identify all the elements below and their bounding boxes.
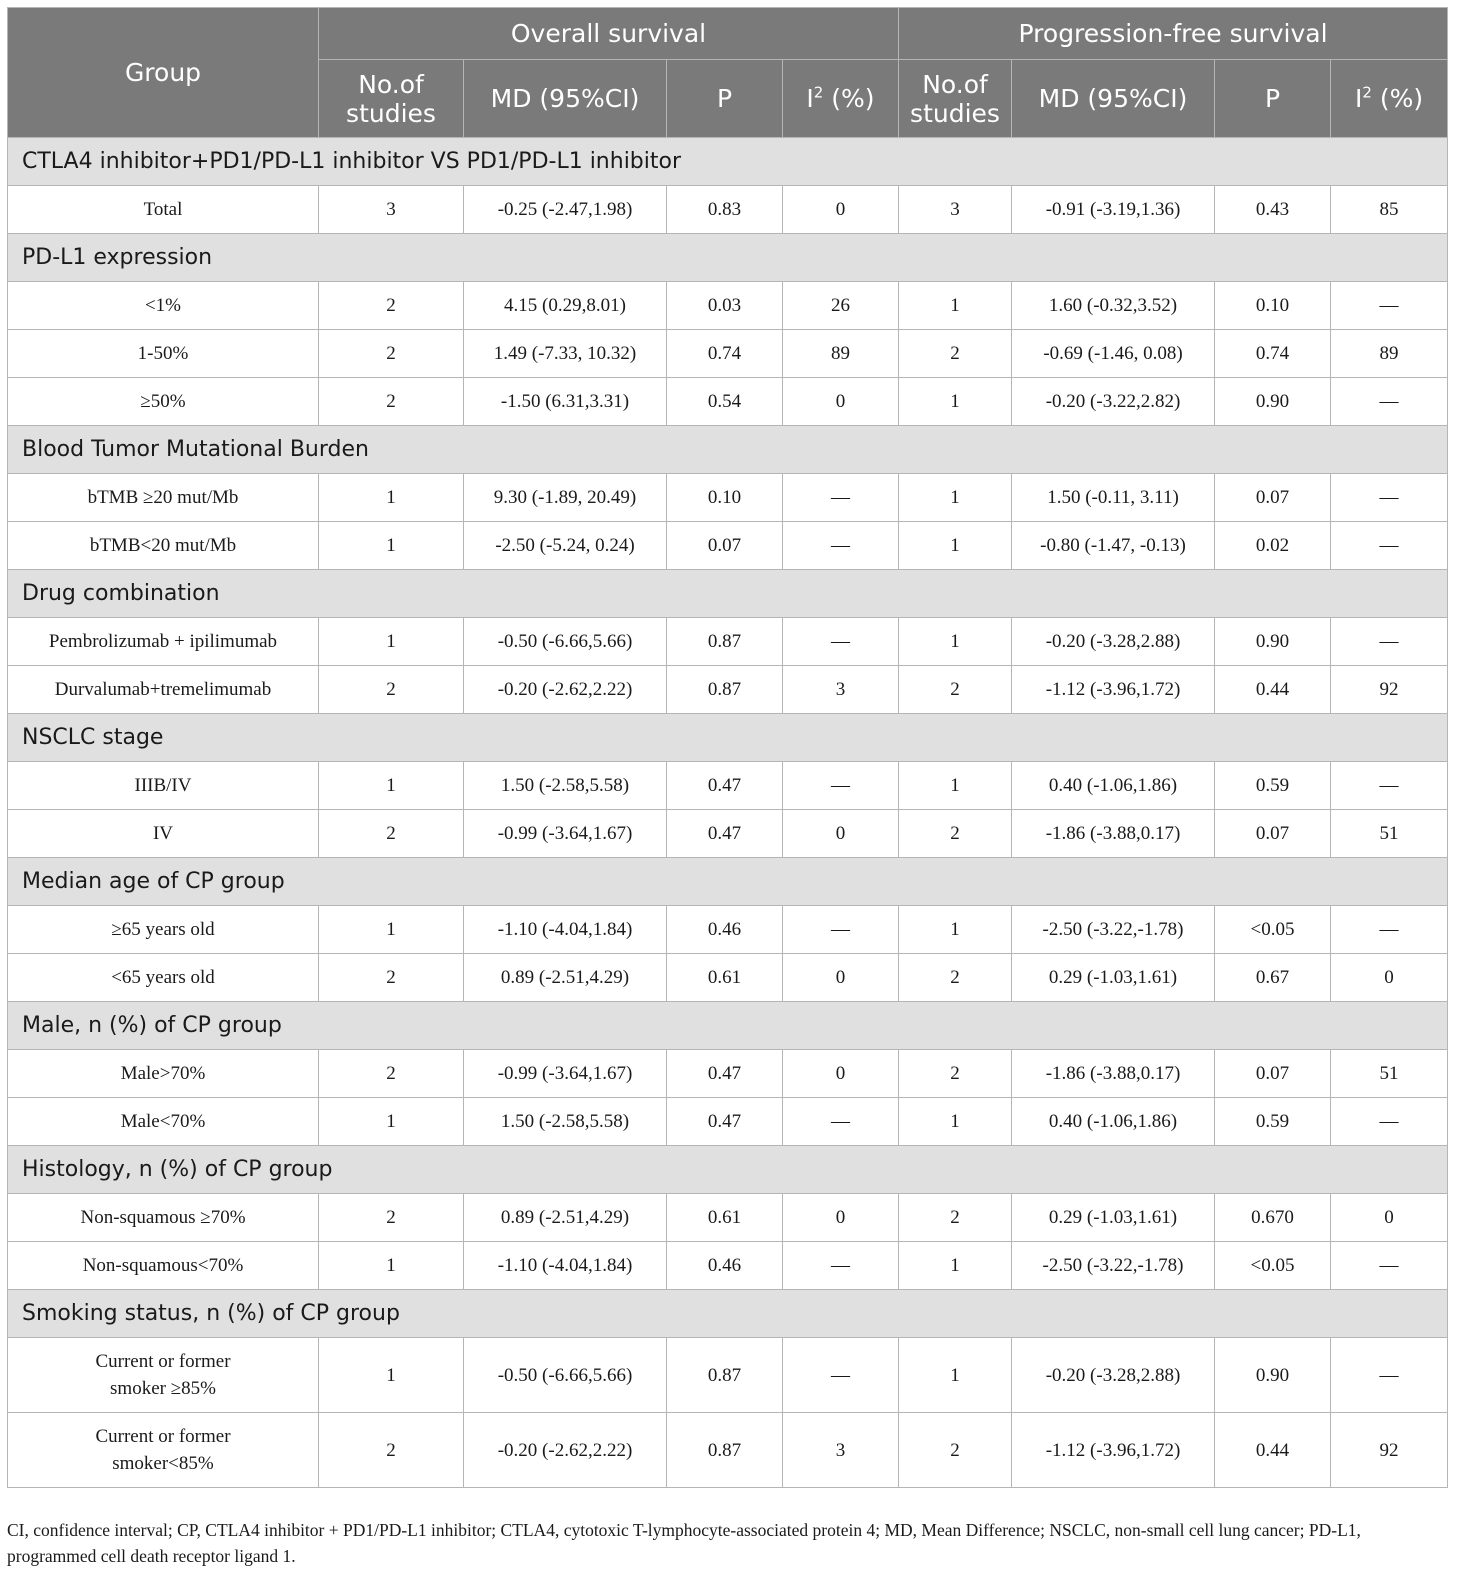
cell-pfs-studies: 1 bbox=[899, 1242, 1012, 1290]
cell-pfs-i2: — bbox=[1331, 522, 1448, 570]
cell-os-i2: — bbox=[783, 522, 899, 570]
cell-pfs-md: 1.50 (-0.11, 3.11) bbox=[1012, 474, 1215, 522]
section-title: PD-L1 expression bbox=[8, 234, 1448, 282]
cell-os-studies: 1 bbox=[319, 1338, 464, 1413]
table-row bbox=[8, 1242, 1448, 1290]
cell-pfs-p: 0.59 bbox=[1215, 762, 1331, 810]
cell-pfs-studies: 2 bbox=[899, 1194, 1012, 1242]
cell-pfs-i2: 51 bbox=[1331, 810, 1448, 858]
cell-pfs-md: -1.12 (-3.96,1.72) bbox=[1012, 1413, 1215, 1488]
cell-pfs-studies: 3 bbox=[899, 186, 1012, 234]
cell-os-i2: 0 bbox=[783, 954, 899, 1002]
cell-pfs-i2: — bbox=[1331, 378, 1448, 426]
cell-pfs-md: 0.40 (-1.06,1.86) bbox=[1012, 1098, 1215, 1146]
header-group: Group bbox=[8, 8, 319, 138]
cell-group: Non-squamous ≥70% bbox=[8, 1194, 319, 1242]
header-os-i2: $I^2$ (%) bbox=[783, 60, 899, 138]
table-row bbox=[8, 1413, 1448, 1488]
cell-os-i2: 0 bbox=[783, 1050, 899, 1098]
cell-pfs-md: -1.12 (-3.96,1.72) bbox=[1012, 666, 1215, 714]
cell-pfs-i2: 92 bbox=[1331, 666, 1448, 714]
cell-os-i2: 26 bbox=[783, 282, 899, 330]
cell-pfs-i2: 85 bbox=[1331, 186, 1448, 234]
cell-group: <65 years old bbox=[8, 954, 319, 1002]
cell-pfs-p: 0.90 bbox=[1215, 378, 1331, 426]
cell-pfs-md: -2.50 (-3.22,-1.78) bbox=[1012, 906, 1215, 954]
cell-os-p: 0.61 bbox=[667, 954, 783, 1002]
cell-os-studies: 1 bbox=[319, 906, 464, 954]
cell-pfs-md: -0.80 (-1.47, -0.13) bbox=[1012, 522, 1215, 570]
cell-pfs-p: 0.67 bbox=[1215, 954, 1331, 1002]
cell-pfs-studies: 1 bbox=[899, 1338, 1012, 1413]
cell-os-md: 9.30 (-1.89, 20.49) bbox=[464, 474, 667, 522]
cell-pfs-p: 0.44 bbox=[1215, 1413, 1331, 1488]
section-header-row bbox=[8, 1002, 1448, 1050]
cell-os-studies: 1 bbox=[319, 618, 464, 666]
cell-os-p: 0.87 bbox=[667, 618, 783, 666]
cell-os-i2: — bbox=[783, 618, 899, 666]
cell-pfs-studies: 1 bbox=[899, 474, 1012, 522]
cell-os-p: 0.61 bbox=[667, 1194, 783, 1242]
cell-pfs-md: -1.86 (-3.88,0.17) bbox=[1012, 810, 1215, 858]
cell-group: Pembrolizumab + ipilimumab bbox=[8, 618, 319, 666]
cell-os-i2: — bbox=[783, 1098, 899, 1146]
section-header-row bbox=[8, 1146, 1448, 1194]
cell-pfs-p: 0.44 bbox=[1215, 666, 1331, 714]
cell-group: IV bbox=[8, 810, 319, 858]
cell-group: bTMB<20 mut/Mb bbox=[8, 522, 319, 570]
cell-os-i2: 3 bbox=[783, 1413, 899, 1488]
cell-os-p: 0.47 bbox=[667, 1050, 783, 1098]
cell-os-md: -0.99 (-3.64,1.67) bbox=[464, 810, 667, 858]
header-os-p: P bbox=[667, 60, 783, 138]
cell-group: Current or former smoker ≥85% bbox=[8, 1338, 319, 1413]
cell-group: Male>70% bbox=[8, 1050, 319, 1098]
header-progression-free-survival: Progression-free survival bbox=[899, 8, 1448, 60]
cell-os-md: 1.50 (-2.58,5.58) bbox=[464, 762, 667, 810]
cell-group: ≥50% bbox=[8, 378, 319, 426]
table-row bbox=[8, 378, 1448, 426]
cell-os-i2: — bbox=[783, 1338, 899, 1413]
cell-os-md: -0.99 (-3.64,1.67) bbox=[464, 1050, 667, 1098]
table-row bbox=[8, 1194, 1448, 1242]
cell-group: Durvalumab+tremelimumab bbox=[8, 666, 319, 714]
cell-os-i2: 3 bbox=[783, 666, 899, 714]
cell-pfs-p: 0.07 bbox=[1215, 474, 1331, 522]
cell-os-studies: 2 bbox=[319, 954, 464, 1002]
cell-pfs-md: -0.91 (-3.19,1.36) bbox=[1012, 186, 1215, 234]
cell-pfs-md: 1.60 (-0.32,3.52) bbox=[1012, 282, 1215, 330]
cell-os-md: -0.25 (-2.47,1.98) bbox=[464, 186, 667, 234]
cell-pfs-i2: — bbox=[1331, 618, 1448, 666]
section-title: Smoking status, n (%) of CP group bbox=[8, 1290, 1448, 1338]
cell-group: IIIB/IV bbox=[8, 762, 319, 810]
cell-os-i2: 0 bbox=[783, 378, 899, 426]
cell-os-p: 0.87 bbox=[667, 1338, 783, 1413]
cell-os-studies: 1 bbox=[319, 522, 464, 570]
table-row bbox=[8, 474, 1448, 522]
cell-pfs-studies: 1 bbox=[899, 378, 1012, 426]
cell-os-studies: 2 bbox=[319, 1050, 464, 1098]
cell-os-i2: 0 bbox=[783, 186, 899, 234]
cell-os-p: 0.10 bbox=[667, 474, 783, 522]
cell-os-p: 0.47 bbox=[667, 1098, 783, 1146]
cell-pfs-p: 0.02 bbox=[1215, 522, 1331, 570]
header-pfs-studies: No.of studies bbox=[899, 60, 1012, 138]
header-pfs-md: MD (95%CI) bbox=[1012, 60, 1215, 138]
table-row bbox=[8, 330, 1448, 378]
cell-pfs-studies: 1 bbox=[899, 762, 1012, 810]
cell-group: Non-squamous<70% bbox=[8, 1242, 319, 1290]
cell-pfs-md: -0.20 (-3.28,2.88) bbox=[1012, 1338, 1215, 1413]
section-title: Histology, n (%) of CP group bbox=[8, 1146, 1448, 1194]
cell-pfs-md: -1.86 (-3.88,0.17) bbox=[1012, 1050, 1215, 1098]
cell-os-i2: — bbox=[783, 1242, 899, 1290]
table-row bbox=[8, 522, 1448, 570]
section-title: Median age of CP group bbox=[8, 858, 1448, 906]
cell-os-i2: 89 bbox=[783, 330, 899, 378]
section-header-row bbox=[8, 714, 1448, 762]
cell-pfs-p: 0.59 bbox=[1215, 1098, 1331, 1146]
table-row bbox=[8, 186, 1448, 234]
cell-os-p: 0.83 bbox=[667, 186, 783, 234]
section-title: Drug combination bbox=[8, 570, 1448, 618]
cell-os-md: -0.50 (-6.66,5.66) bbox=[464, 618, 667, 666]
cell-os-p: 0.46 bbox=[667, 1242, 783, 1290]
cell-os-p: 0.87 bbox=[667, 666, 783, 714]
cell-os-p: 0.07 bbox=[667, 522, 783, 570]
section-header-row bbox=[8, 858, 1448, 906]
section-title: Male, n (%) of CP group bbox=[8, 1002, 1448, 1050]
table-row bbox=[8, 282, 1448, 330]
header-os-md: MD (95%CI) bbox=[464, 60, 667, 138]
cell-os-p: 0.47 bbox=[667, 762, 783, 810]
cell-pfs-studies: 2 bbox=[899, 1413, 1012, 1488]
cell-os-studies: 2 bbox=[319, 666, 464, 714]
cell-os-p: 0.47 bbox=[667, 810, 783, 858]
cell-pfs-p: 0.74 bbox=[1215, 330, 1331, 378]
cell-pfs-p: <0.05 bbox=[1215, 906, 1331, 954]
cell-os-studies: 2 bbox=[319, 378, 464, 426]
table-body bbox=[8, 138, 1448, 1488]
cell-os-md: -1.10 (-4.04,1.84) bbox=[464, 1242, 667, 1290]
cell-group: Current or former smoker<85% bbox=[8, 1413, 319, 1488]
cell-os-studies: 2 bbox=[319, 810, 464, 858]
cell-os-studies: 2 bbox=[319, 282, 464, 330]
section-header-row bbox=[8, 570, 1448, 618]
table-row bbox=[8, 1098, 1448, 1146]
cell-pfs-studies: 2 bbox=[899, 330, 1012, 378]
cell-pfs-p: 0.07 bbox=[1215, 810, 1331, 858]
cell-os-studies: 2 bbox=[319, 1194, 464, 1242]
cell-os-studies: 2 bbox=[319, 330, 464, 378]
cell-pfs-studies: 2 bbox=[899, 954, 1012, 1002]
cell-os-p: 0.74 bbox=[667, 330, 783, 378]
results-table bbox=[7, 7, 1448, 1488]
cell-group: Total bbox=[8, 186, 319, 234]
section-title: NSCLC stage bbox=[8, 714, 1448, 762]
cell-os-md: 0.89 (-2.51,4.29) bbox=[464, 954, 667, 1002]
section-title: CTLA4 inhibitor+PD1/PD-L1 inhibitor VS PD1/PD-L1 inhibitor bbox=[8, 138, 1448, 186]
cell-group: Male<70% bbox=[8, 1098, 319, 1146]
cell-pfs-i2: 51 bbox=[1331, 1050, 1448, 1098]
cell-os-i2: — bbox=[783, 906, 899, 954]
cell-pfs-p: 0.90 bbox=[1215, 1338, 1331, 1413]
table-row bbox=[8, 666, 1448, 714]
table-container bbox=[7, 7, 1447, 1488]
cell-os-studies: 1 bbox=[319, 1242, 464, 1290]
cell-pfs-i2: — bbox=[1331, 1338, 1448, 1413]
cell-os-md: -2.50 (-5.24, 0.24) bbox=[464, 522, 667, 570]
table-row bbox=[8, 906, 1448, 954]
cell-os-i2: — bbox=[783, 762, 899, 810]
cell-pfs-i2: — bbox=[1331, 282, 1448, 330]
cell-pfs-md: 0.29 (-1.03,1.61) bbox=[1012, 954, 1215, 1002]
cell-os-md: -1.10 (-4.04,1.84) bbox=[464, 906, 667, 954]
cell-group: 1-50% bbox=[8, 330, 319, 378]
cell-pfs-i2: — bbox=[1331, 762, 1448, 810]
section-header-row bbox=[8, 426, 1448, 474]
cell-os-studies: 1 bbox=[319, 1098, 464, 1146]
cell-os-md: 0.89 (-2.51,4.29) bbox=[464, 1194, 667, 1242]
cell-pfs-i2: — bbox=[1331, 1242, 1448, 1290]
table-row bbox=[8, 954, 1448, 1002]
cell-pfs-studies: 1 bbox=[899, 282, 1012, 330]
table-row bbox=[8, 618, 1448, 666]
cell-os-p: 0.87 bbox=[667, 1413, 783, 1488]
header-os-studies: No.of studies bbox=[319, 60, 464, 138]
header-overall-survival: Overall survival bbox=[319, 8, 899, 60]
header-pfs-p: P bbox=[1215, 60, 1331, 138]
cell-pfs-md: 0.29 (-1.03,1.61) bbox=[1012, 1194, 1215, 1242]
table-row bbox=[8, 1050, 1448, 1098]
cell-pfs-p: 0.670 bbox=[1215, 1194, 1331, 1242]
cell-pfs-i2: 0 bbox=[1331, 954, 1448, 1002]
cell-pfs-i2: 89 bbox=[1331, 330, 1448, 378]
cell-pfs-i2: 0 bbox=[1331, 1194, 1448, 1242]
cell-pfs-i2: — bbox=[1331, 1098, 1448, 1146]
cell-pfs-p: 0.43 bbox=[1215, 186, 1331, 234]
section-header-row bbox=[8, 234, 1448, 282]
cell-pfs-studies: 1 bbox=[899, 1098, 1012, 1146]
cell-os-studies: 2 bbox=[319, 1413, 464, 1488]
cell-pfs-md: -0.69 (-1.46, 0.08) bbox=[1012, 330, 1215, 378]
cell-pfs-studies: 2 bbox=[899, 666, 1012, 714]
cell-os-md: -0.50 (-6.66,5.66) bbox=[464, 1338, 667, 1413]
table-row bbox=[8, 810, 1448, 858]
cell-os-i2: 0 bbox=[783, 1194, 899, 1242]
table-footnote: CI, confidence interval; CP, CTLA4 inhibitor + PD1/PD-L1 inhibitor; CTLA4, cytotoxic T-lymphocyte-associated protein 4; MD, Mean Difference; NSCLC, non-small cell lung cancer; PD-L1, programmed cell death receptor ligand 1. bbox=[7, 1520, 1361, 1566]
section-header-row bbox=[8, 1290, 1448, 1338]
cell-os-i2: — bbox=[783, 474, 899, 522]
cell-os-md: 1.50 (-2.58,5.58) bbox=[464, 1098, 667, 1146]
cell-pfs-md: 0.40 (-1.06,1.86) bbox=[1012, 762, 1215, 810]
cell-os-p: 0.03 bbox=[667, 282, 783, 330]
section-header-row bbox=[8, 138, 1448, 186]
cell-os-md: -0.20 (-2.62,2.22) bbox=[464, 1413, 667, 1488]
cell-pfs-studies: 1 bbox=[899, 906, 1012, 954]
cell-pfs-i2: — bbox=[1331, 906, 1448, 954]
cell-pfs-i2: 92 bbox=[1331, 1413, 1448, 1488]
cell-os-i2: 0 bbox=[783, 810, 899, 858]
table-row bbox=[8, 762, 1448, 810]
cell-pfs-md: -0.20 (-3.22,2.82) bbox=[1012, 378, 1215, 426]
cell-pfs-studies: 2 bbox=[899, 810, 1012, 858]
cell-pfs-p: 0.07 bbox=[1215, 1050, 1331, 1098]
section-title: Blood Tumor Mutational Burden bbox=[8, 426, 1448, 474]
cell-os-p: 0.54 bbox=[667, 378, 783, 426]
cell-os-md: -1.50 (6.31,3.31) bbox=[464, 378, 667, 426]
cell-os-md: -0.20 (-2.62,2.22) bbox=[464, 666, 667, 714]
cell-pfs-studies: 1 bbox=[899, 618, 1012, 666]
cell-os-studies: 3 bbox=[319, 186, 464, 234]
cell-pfs-i2: — bbox=[1331, 474, 1448, 522]
cell-os-p: 0.46 bbox=[667, 906, 783, 954]
cell-os-studies: 1 bbox=[319, 474, 464, 522]
cell-pfs-p: 0.10 bbox=[1215, 282, 1331, 330]
cell-pfs-studies: 1 bbox=[899, 522, 1012, 570]
cell-group: bTMB ≥20 mut/Mb bbox=[8, 474, 319, 522]
cell-pfs-studies: 2 bbox=[899, 1050, 1012, 1098]
cell-os-studies: 1 bbox=[319, 762, 464, 810]
table-header bbox=[8, 8, 1448, 138]
table-row bbox=[8, 1338, 1448, 1413]
cell-pfs-md: -2.50 (-3.22,-1.78) bbox=[1012, 1242, 1215, 1290]
cell-os-md: 1.49 (-7.33, 10.32) bbox=[464, 330, 667, 378]
header-pfs-i2: $I^2$ (%) bbox=[1331, 60, 1448, 138]
cell-pfs-p: 0.90 bbox=[1215, 618, 1331, 666]
cell-pfs-md: -0.20 (-3.28,2.88) bbox=[1012, 618, 1215, 666]
cell-group: ≥65 years old bbox=[8, 906, 319, 954]
cell-os-md: 4.15 (0.29,8.01) bbox=[464, 282, 667, 330]
cell-pfs-p: <0.05 bbox=[1215, 1242, 1331, 1290]
cell-group: <1% bbox=[8, 282, 319, 330]
